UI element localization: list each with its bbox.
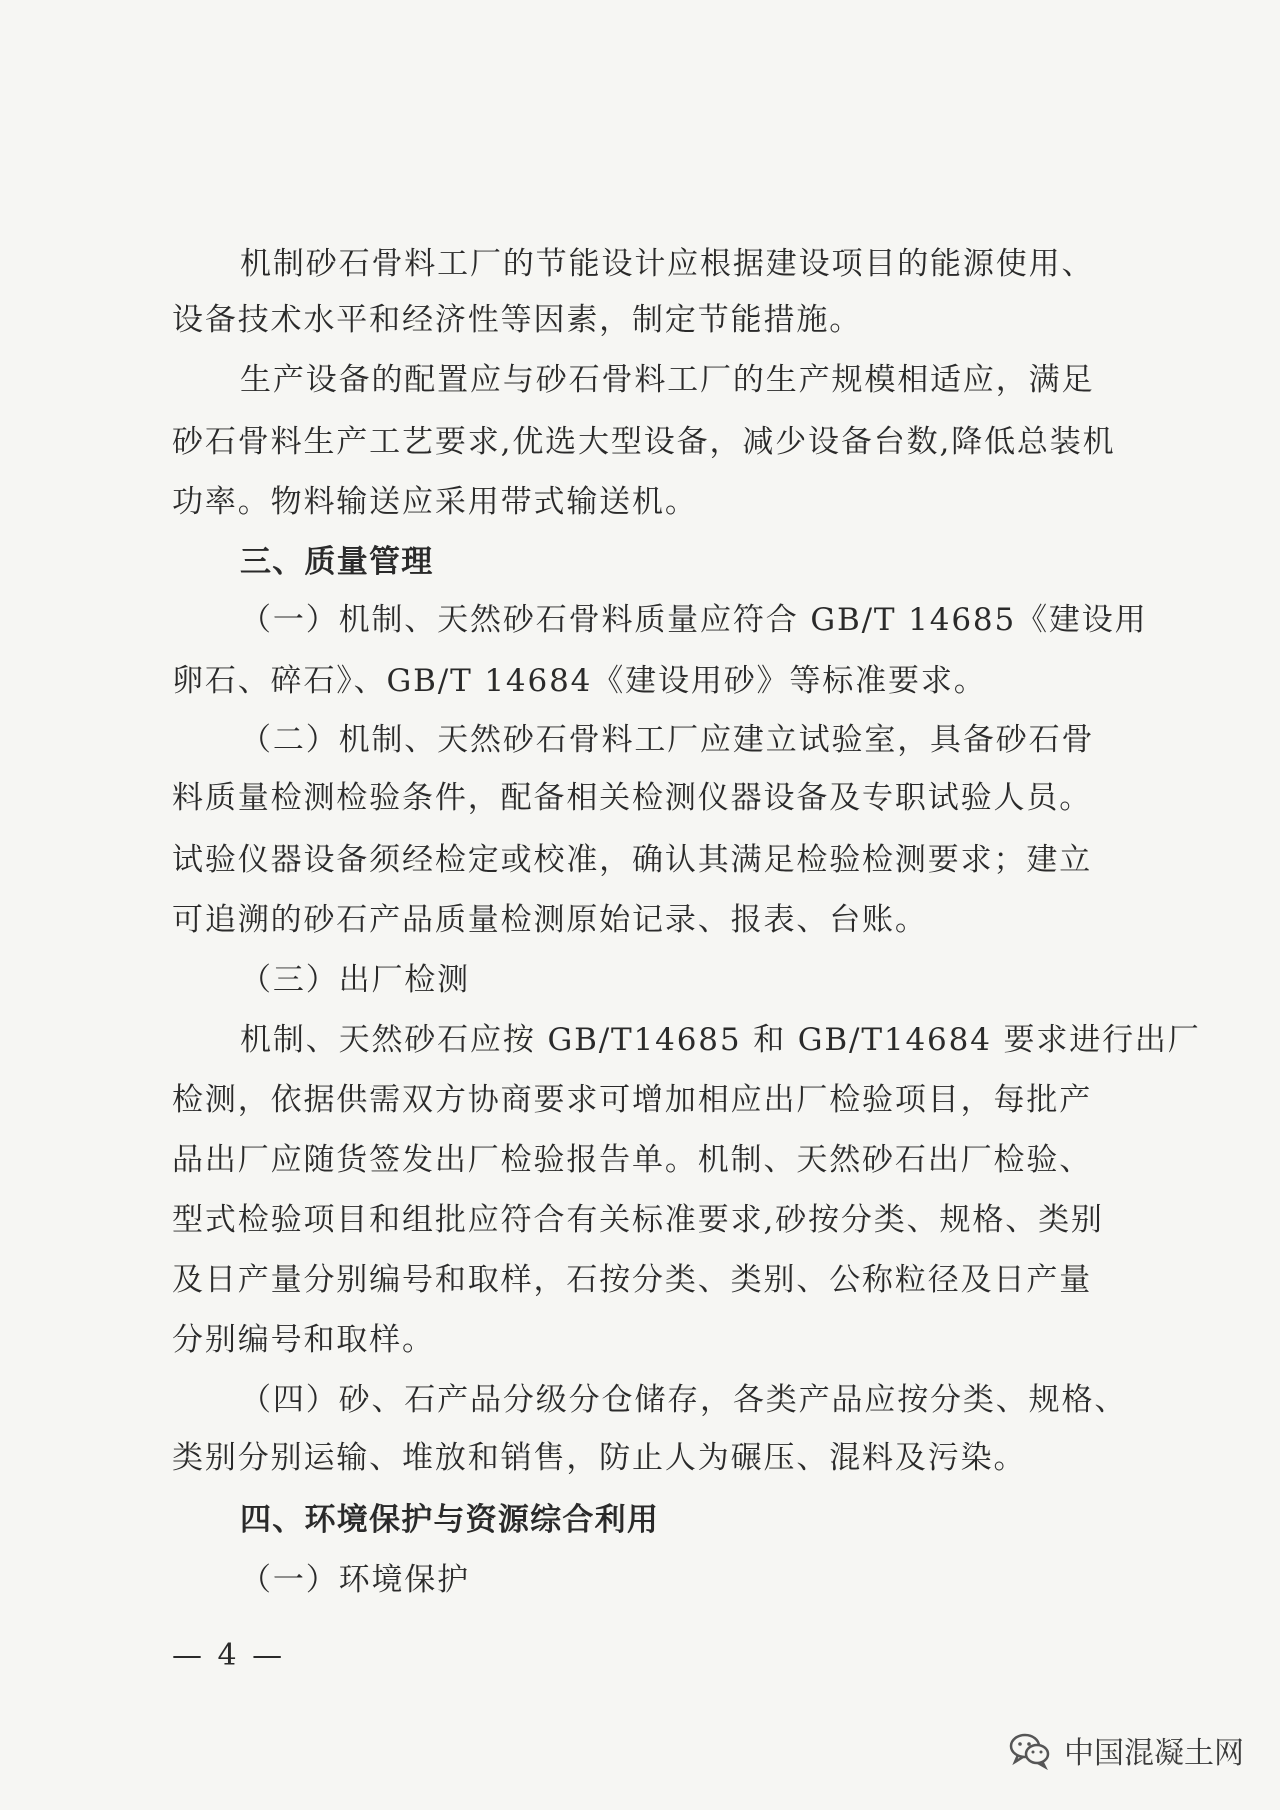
text-line: 检测，依据供需双方协商要求可增加相应出厂检验项目，每批产 [172,1082,1093,1118]
text-line: 生产设备的配置应与砂石骨料工厂的生产规模相适应，满足 [240,362,1095,398]
wechat-icon [1008,1730,1052,1770]
text-line: （一）机制、天然砂石骨料质量应符合 GB/T 14685《建设用 [240,602,1148,638]
watermark-text: 中国混凝土网 [1064,1736,1244,1771]
section-heading: 三、质量管理 [240,544,434,580]
text-line: 设备技术水平和经济性等因素，制定节能措施。 [172,302,863,338]
page-number: — 4 — [172,1638,286,1673]
subsection-heading: （三）出厂检测 [240,962,471,998]
text-line: 可追溯的砂石产品质量检测原始记录、报表、台账。 [172,902,928,938]
text-line: 及日产量分别编号和取样，石按分类、类别、公称粒径及日产量 [172,1262,1093,1298]
text-line: 类别分别运输、堆放和销售，防止人为碾压、混料及污染。 [172,1440,1027,1476]
text-line: （二）机制、天然砂石骨料工厂应建立试验室，具备砂石骨 [240,722,1095,758]
watermark [1008,1728,1244,1772]
text-line: 分别编号和取样。 [172,1322,435,1358]
text-line: 卵石、碎石》、GB/T 14684《建设用砂》等标准要求。 [172,663,987,699]
text-line: 机制、天然砂石应按 GB/T14685 和 GB/T14684 要求进行出厂 [240,1022,1201,1058]
text-line: 功率。物料输送应采用带式输送机。 [172,484,698,520]
text-line: 品出厂应随货签发出厂检验报告单。机制、天然砂石出厂检验、 [172,1142,1093,1178]
section-heading: 四、环境保护与资源综合利用 [240,1502,660,1538]
text-line: 机制砂石骨料工厂的节能设计应根据建设项目的能源使用、 [240,246,1095,282]
text-line: （四）砂、石产品分级分仓储存，各类产品应按分类、规格、 [240,1382,1128,1418]
text-line: 料质量检测检验条件，配备相关检测仪器设备及专职试验人员。 [172,780,1093,816]
subsection-heading: （一）环境保护 [240,1562,471,1598]
text-line: 砂石骨料生产工艺要求,优选大型设备，减少设备台数,降低总装机 [172,424,1116,460]
text-line: 试验仪器设备须经检定或校准，确认其满足检验检测要求；建立 [172,842,1093,878]
text-line: 型式检验项目和组批应符合有关标准要求,砂按分类、规格、类别 [172,1202,1104,1238]
